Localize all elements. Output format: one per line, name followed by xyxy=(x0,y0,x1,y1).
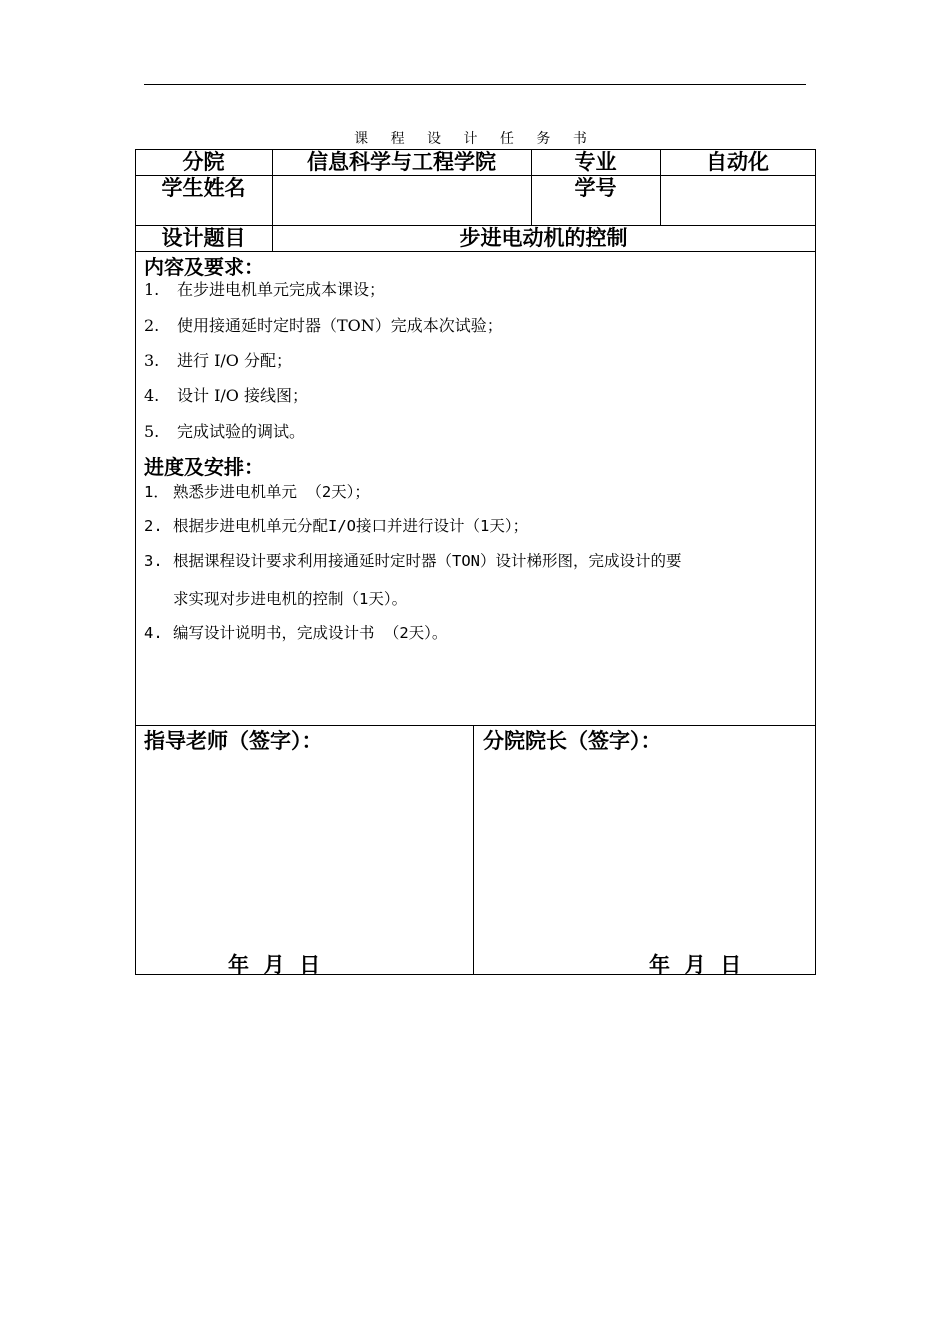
branch-label: 分院 xyxy=(182,150,225,174)
requirement-item xyxy=(144,422,305,442)
requirement-item xyxy=(144,280,385,300)
requirement-item xyxy=(144,351,292,371)
major-label: 专业 xyxy=(574,150,617,174)
major-value: 自动化 xyxy=(706,150,769,174)
row-divider xyxy=(135,725,816,726)
requirement-text: 完成试验的调试。 xyxy=(177,422,306,441)
requirement-text: 使用接通延时定时器（TON）完成本次试验； xyxy=(177,316,503,335)
schedule-item-continuation: 求实现对步进电机的控制（1天）。 xyxy=(173,590,408,608)
requirement-text: 设计 I/O 接线图； xyxy=(177,386,309,405)
requirement-number: 4. xyxy=(144,386,160,405)
header-rule xyxy=(144,84,806,85)
requirement-number: 2. xyxy=(144,316,160,335)
schedule-item xyxy=(144,623,447,643)
requirement-text: 进行 I/O 分配； xyxy=(177,351,293,370)
table-border-right xyxy=(815,149,816,974)
table-border-left xyxy=(135,149,136,974)
schedule-number: 4. xyxy=(144,624,163,642)
schedule-text: 熟悉步进电机单元 （2天）； xyxy=(173,483,370,501)
student-name-label: 学生姓名 xyxy=(161,176,246,200)
row-divider xyxy=(135,251,816,252)
column-divider xyxy=(473,725,474,974)
advisor-signature-label: 指导老师（签字）： xyxy=(144,729,323,753)
dean-signature-label: 分院院长（签字）： xyxy=(483,729,662,753)
dean-signature-date: 年 月 日 xyxy=(649,953,742,977)
schedule-text: 根据课程设计要求利用接通延时定时器（TON）设计梯形图，完成设计的要 xyxy=(173,552,682,570)
topic-value: 步进电动机的控制 xyxy=(459,226,628,250)
schedule-heading: 进度及安排： xyxy=(144,455,264,479)
schedule-item xyxy=(144,482,370,502)
requirement-number: 3. xyxy=(144,351,160,370)
topic-label: 设计题目 xyxy=(161,226,246,250)
requirements-heading: 内容及要求： xyxy=(144,255,264,279)
requirement-item xyxy=(144,386,308,406)
schedule-number: 2. xyxy=(144,517,163,535)
schedule-text: 编写设计说明书，完成设计书 （2天）。 xyxy=(173,624,448,642)
schedule-number: 3. xyxy=(144,552,163,570)
requirement-text: 在步进电机单元完成本课设； xyxy=(177,280,386,299)
student-id-label: 学号 xyxy=(574,176,617,200)
requirement-number: 1. xyxy=(144,280,160,299)
schedule-item xyxy=(144,551,682,571)
requirement-number: 5. xyxy=(144,422,160,441)
schedule-text: 根据步进电机单元分配I/O接口并进行设计（1天）； xyxy=(173,517,529,535)
document-title: 课 程 设 计 任 务 书 xyxy=(354,131,596,147)
requirement-item xyxy=(144,316,503,336)
advisor-signature-date: 年 月 日 xyxy=(228,953,321,977)
branch-value: 信息科学与工程学院 xyxy=(307,150,496,174)
schedule-item xyxy=(144,516,528,536)
schedule-number: 1． xyxy=(144,483,169,501)
